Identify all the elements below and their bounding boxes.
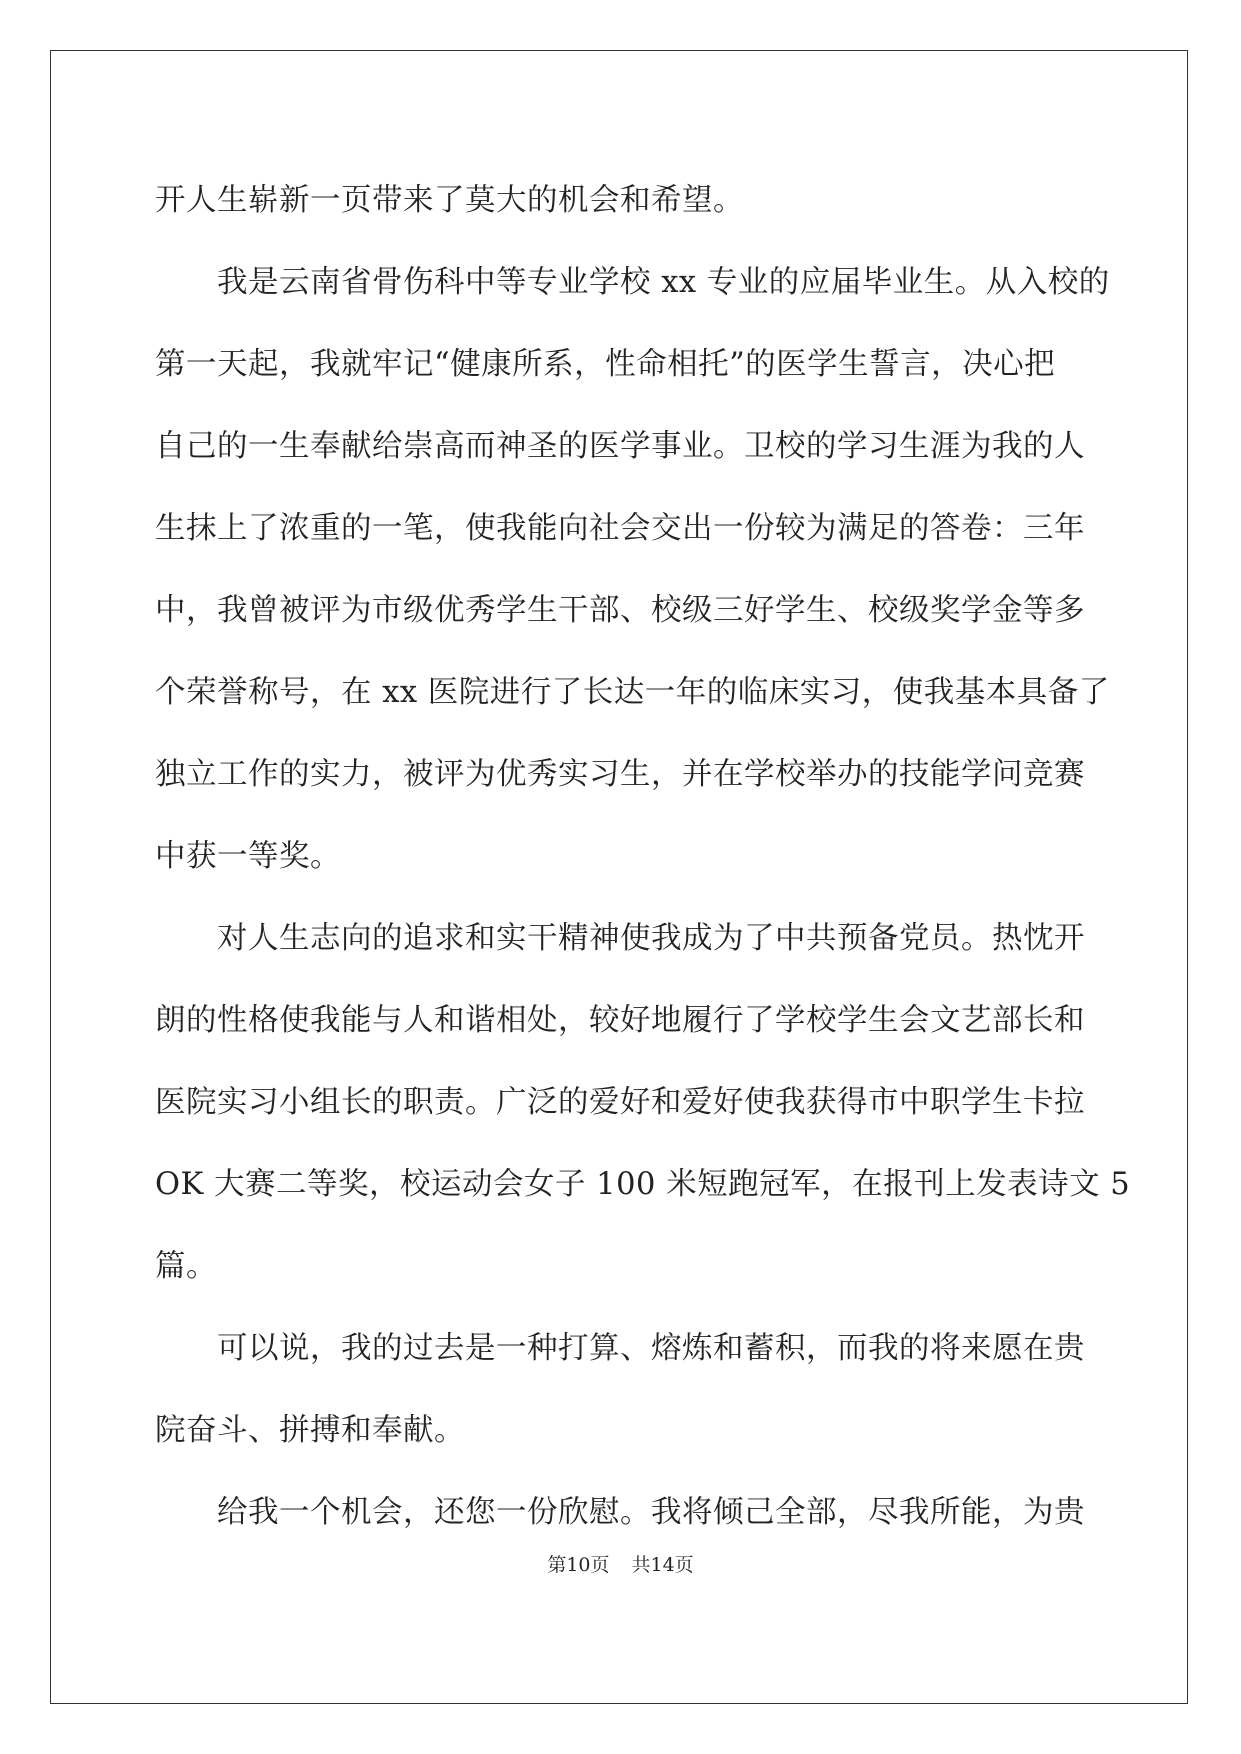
text-line-15: 可以说，我的过去是一种打算、熔炼和蓄积，而我的将来愿在贵 [217,1331,1085,1366]
text-line-11: 朗的性格使我能与人和谐相处，较好地履行了学校学生会文艺部长和 [155,1003,1085,1038]
text-line-8: 独立工作的实力，被评为优秀实习生，并在学校举办的技能学问竞赛 [155,757,1085,792]
text-line-10: 对人生志向的追求和实干精神使我成为了中共预备党员。热忱开 [217,921,1085,956]
text-line-12: 医院实习小组长的职责。广泛的爱好和爱好使我获得市中职学生卡拉 [155,1085,1085,1120]
document-body [155,160,1131,1554]
page-footer [0,1550,1241,1577]
text-line-14: 篇。 [155,1249,217,1284]
text-line-13: OK 大赛二等奖，校运动会女子 100 米短跑冠军，在报刊上发表诗文 5 [155,1167,1131,1202]
text-line-3: 第一天起，我就牢记“健康所系，性命相托”的医学生誓言，决心把 [155,347,1056,382]
text-line-7: 个荣誉称号，在 xx 医院进行了长达一年的临床实习，使我基本具备了 [155,675,1110,710]
text-line-16: 院奋斗、拼搏和奉献。 [155,1413,465,1448]
text-line-9: 中获一等奖。 [155,839,341,874]
text-line-17: 给我一个机会，还您一份欣慰。我将倾己全部，尽我所能，为贵 [217,1495,1085,1530]
text-line-6: 中，我曾被评为市级优秀学生干部、校级三好学生、校级奖学金等多 [155,593,1085,628]
page-number: 第10页 [547,1554,610,1576]
text-line-2: 我是云南省骨伤科中等专业学校 xx 专业的应届毕业生。从入校的 [217,265,1110,300]
total-pages: 共14页 [631,1554,694,1576]
text-line-4: 自己的一生奉献给崇高而神圣的医学事业。卫校的学习生涯为我的人 [155,429,1085,464]
text-line-5: 生抹上了浓重的一笔，使我能向社会交出一份较为满足的答卷：三年 [155,511,1085,546]
text-line-1: 开人生崭新一页带来了莫大的机会和希望。 [155,183,744,218]
